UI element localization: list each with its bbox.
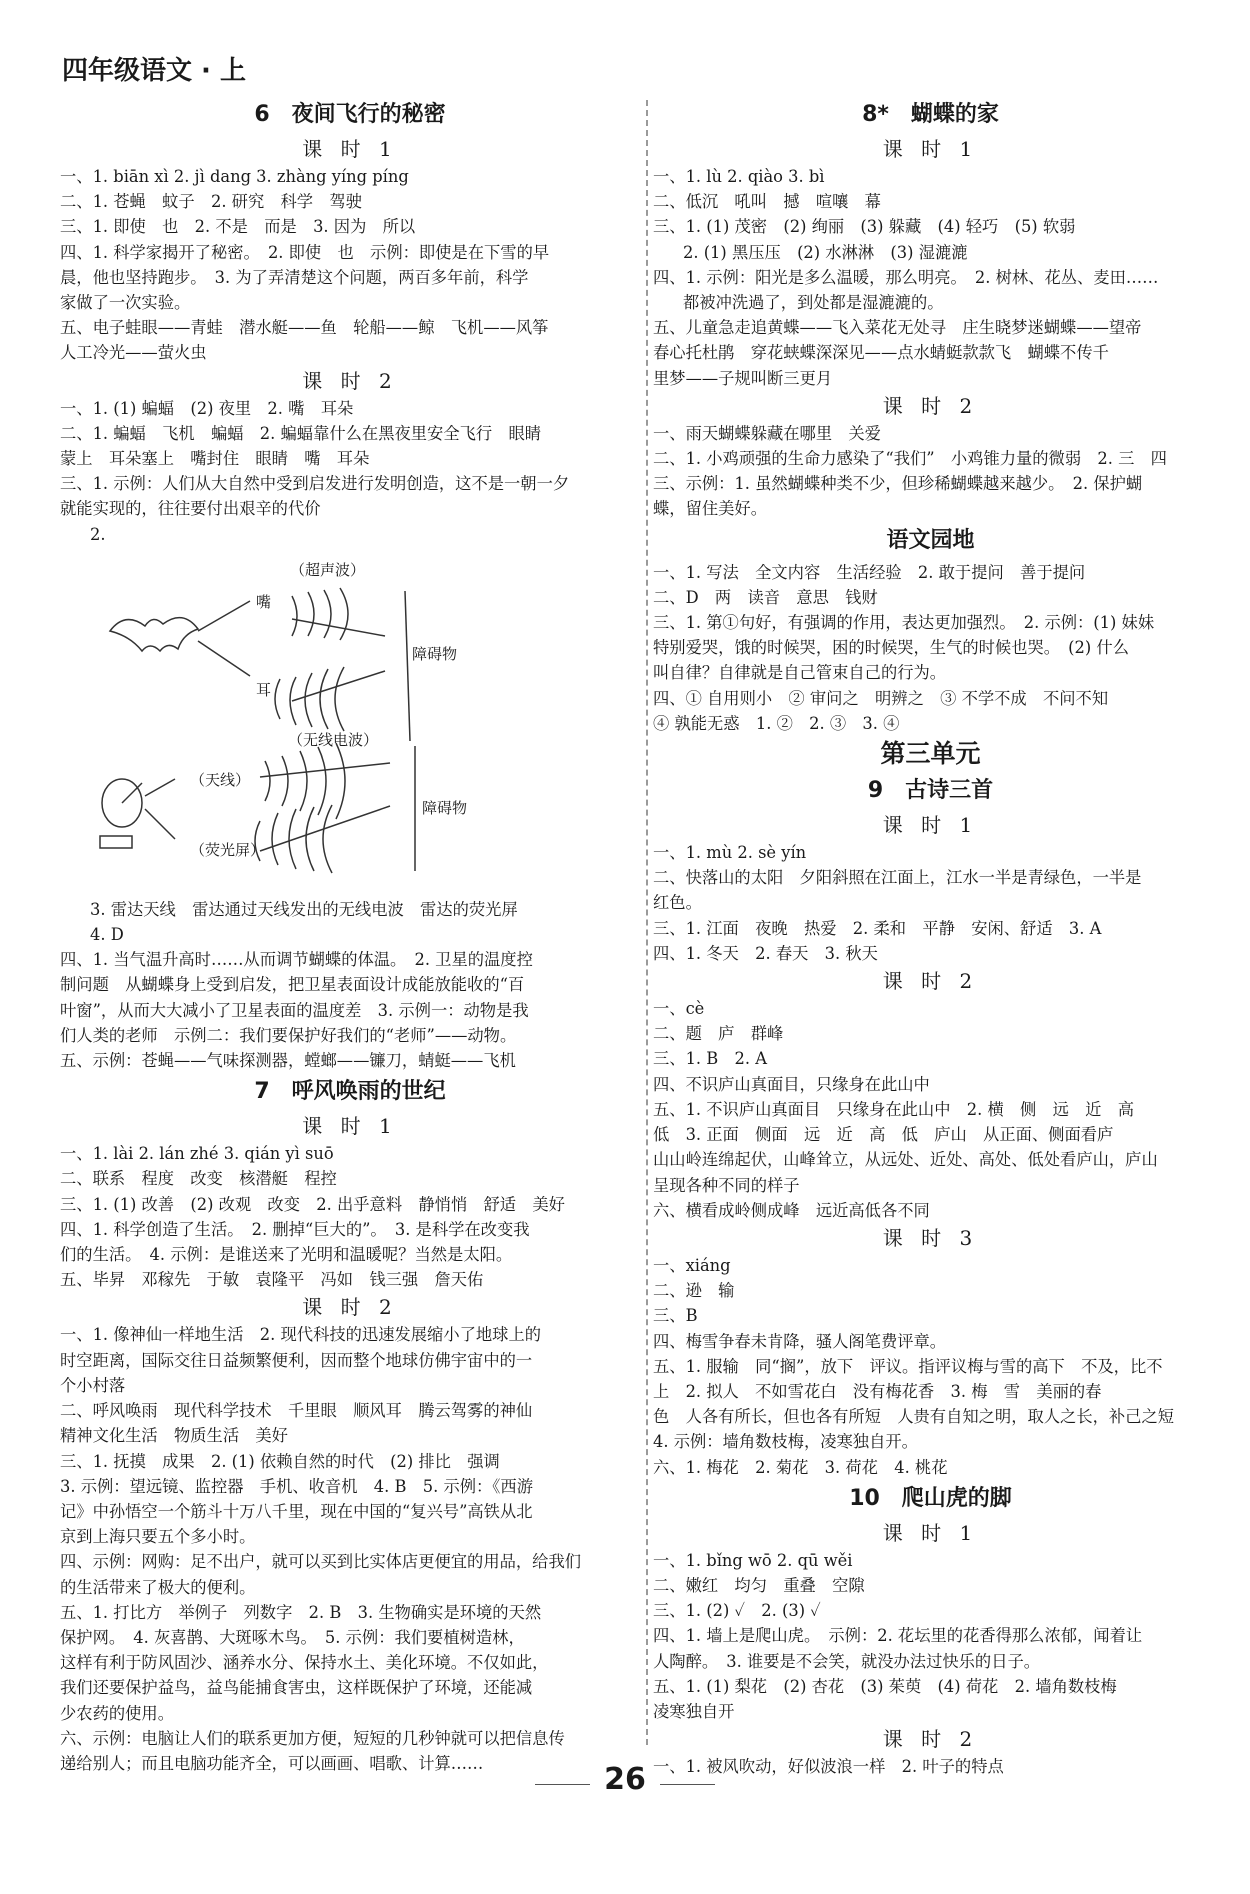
answer-line: 3. 雷达天线 雷达通过天线发出的无线电波 雷达的荧光屏: [90, 899, 518, 919]
answer-line: 三、B: [653, 1306, 698, 1326]
answer-line: 一、1. lù 2. qiào 3. bì: [653, 167, 825, 186]
answer-line: 一、1. lài 2. lán zhé 3. qián yì suō: [60, 1144, 334, 1164]
radio-wave-label: （无线电波）: [288, 730, 379, 749]
arrow-from-obstacle2: [260, 806, 390, 851]
answer-line: 人工冷光——萤火虫: [60, 343, 207, 363]
answer-line: 精神文化生活 物质生活 美好: [60, 1426, 288, 1446]
answer-line: 五、电子蛙眼——青蛙 潜水艇——鱼 轮船——鲸 飞机——风筝: [60, 318, 549, 338]
answer-line: 们人类的老师 示例二：我们要保护好我们的“老师”——动物。: [60, 1025, 517, 1045]
mouth-label: 嘴: [256, 592, 272, 611]
period-heading: 课 时 1: [882, 813, 979, 838]
period-heading: 课 时 1: [882, 1520, 979, 1545]
diagram-drawing: [60, 551, 620, 891]
ear-label: 耳: [256, 680, 272, 699]
antenna-label: （天线）: [190, 770, 251, 789]
radar-base: [100, 836, 132, 848]
bat-radar-diagram: [60, 551, 620, 891]
page-number-rule: [660, 1784, 715, 1785]
answer-line: 一、1. bǐng wō 2. qū wěi: [653, 1550, 853, 1570]
section-title: 语文园地: [886, 527, 975, 553]
wave-arc: [300, 751, 307, 811]
lesson-title: 6 夜间飞行的秘密: [254, 102, 446, 127]
answer-line: 五、1. 不识庐山真面目 只缘身在此山中 2. 横 侧 远 近 高: [653, 1099, 1135, 1119]
answer-line: 二、低沉 吼叫 撼 喧嚷 幕: [653, 192, 881, 212]
answer-line: 一、1. 像神仙一样地生活 2. 现代科技的迅速发展缩小了地球上的: [60, 1325, 542, 1345]
answer-line: 四、1. 科学家揭开了秘密。 2. 即使 也 示例：即使是在下雪的早: [60, 242, 550, 262]
wave-arc: [292, 596, 297, 636]
answer-line: 制问题 从蝴蝶身上受到启发，把卫星表面设计成能放能收的“百: [60, 975, 525, 995]
arrow-to-antenna: [145, 779, 175, 796]
answer-line: 二、嫩红 均匀 重叠 空隙: [653, 1575, 865, 1595]
answer-line: 四、1. 冬天 2. 春天 3. 秋天: [653, 943, 878, 963]
answer-line: 三、1. (2) ✓ 2. (3) ✓: [653, 1601, 821, 1621]
answer-line: 递给别人；而且电脑功能齐全，可以画画、唱歌、计算……: [60, 1753, 484, 1773]
answer-line: 六、横看成岭侧成峰 远近高低各不同: [653, 1200, 930, 1220]
answer-line: 就能实现的，往往要付出艰辛的代价: [60, 499, 321, 519]
answer-line: 的生活带来了极大的便利。: [60, 1577, 256, 1597]
wave-arc: [306, 807, 314, 871]
answer-line: 时空距离，国际交往日益频繁便利，因而整个地球仿佛宇宙中的一: [60, 1350, 533, 1370]
answer-line: 五、1. (1) 梨花 (2) 杏花 (3) 茱萸 (4) 荷花 2. 墙角数枝梅: [653, 1676, 1117, 1696]
ultrasound-label: （超声波）: [290, 560, 366, 579]
answer-line: 六、示例：电脑让人们的联系更加方便，短短的几秒钟就可以把信息传: [60, 1728, 565, 1748]
lesson-title: 10 爬山虎的脚: [849, 1485, 1012, 1511]
answer-line: 四、示例：网购：足不出户，就可以买到比实体店更便宜的用品，给我们: [60, 1552, 582, 1572]
answer-line: 五、示例：苍蝇——气味探测器，螳螂——镰刀，蜻蜓——飞机: [60, 1051, 516, 1071]
answer-line: 四、① 自用则小 ② 审问之 明辨之 ③ 不学不成 不问不知: [653, 688, 1109, 708]
answer-line: 叶窗”，从而大大减小了卫星表面的温度差 3. 示例一：动物是我: [60, 1000, 529, 1020]
page-number: [0, 1762, 1250, 1797]
period-heading: 课 时 2: [302, 1295, 398, 1320]
unit-title: 第三单元: [880, 739, 981, 769]
radar-feed: [122, 783, 142, 803]
arrow-from-obstacle: [292, 671, 385, 701]
answer-line: 凌寒独自开: [653, 1701, 735, 1721]
page-number-value: 26: [604, 1762, 646, 1797]
arrow-to-ear: [198, 641, 250, 676]
answer-line: 二、1. 蝙蝠 飞机 蝙蝠 2. 蝙蝠靠什么在黑夜里安全飞行 眼睛: [60, 423, 542, 443]
answer-line: 三、1. (1) 茂密 (2) 绚丽 (3) 躲藏 (4) 轻巧 (5) 软弱: [653, 217, 1076, 237]
answer-line: ④ 孰能无惑 1. ② 2. ③ 3. ④: [653, 713, 900, 733]
left-column: [60, 96, 640, 1776]
answer-line: 一、1. 写法 全文内容 生活经验 2. 敢于提问 善于提问: [653, 562, 1086, 582]
answer-line: 二、1. 苍蝇 蚊子 2. 研究 科学 驾驶: [60, 192, 362, 212]
answer-line: 家做了一次实验。: [60, 293, 191, 313]
answer-line: 四、1. 科学创造了生活。 2. 删掉“巨大的”。 3. 是科学在改变我: [60, 1219, 530, 1239]
answer-line: 叫自律？自律就是自己管束自己的行为。: [653, 663, 947, 683]
period-heading: 课 时 2: [882, 393, 979, 418]
answer-line: 一、1. 被风吹动，好似波浪一样 2. 叶子的特点: [653, 1757, 1004, 1777]
answer-line: 这样有利于防风固沙、涵养水分、保持水土、美化环境。不仅如此，: [60, 1653, 549, 1673]
page-header: 四年级语文 · 上: [62, 56, 246, 86]
answer-line: 五、1. 打比方 举例子 列数字 2. B 3. 生物确实是环境的天然: [60, 1602, 542, 1622]
answer-line: 三、1. 示例：人们从大自然中受到启发进行发明创造，这不是一朝一夕: [60, 474, 570, 494]
answer-line: 4. 示例：墙角数枝梅，凌寒独自开。: [653, 1432, 918, 1452]
answer-line: 山山岭连绵起伏，山峰耸立，从远处、近处、高处、低处看庐山，庐山: [653, 1150, 1158, 1170]
period-heading: 课 时 1: [882, 137, 979, 161]
answer-line: 二、题 庐 群峰: [653, 1024, 784, 1044]
period-heading: 课 时 2: [882, 969, 979, 994]
wave-arc: [275, 679, 280, 719]
answer-line: 个小村落: [60, 1375, 126, 1395]
answer-line: 一、cè: [653, 999, 705, 1019]
answer-line: 四、1. 当气温升高时……从而调节蝴蝶的体温。 2. 卫星的温度控: [60, 950, 533, 970]
answer-line: 一、xiáng: [653, 1255, 731, 1275]
answer-line: 三、1. B 2. A: [653, 1049, 767, 1069]
wave-arc: [272, 813, 278, 865]
wave-arc: [305, 673, 312, 727]
column-divider: [646, 100, 648, 1745]
obstacle-label: 障碍物: [412, 644, 458, 663]
obstacle-label: 障碍物: [422, 798, 468, 817]
answer-line: 三、1. 第①句好，有强调的作用，表达更加强烈。 2. 示例：(1) 妹妹: [653, 613, 1155, 633]
period-heading: 课 时 3: [882, 1225, 979, 1250]
lesson-title: 9 古诗三首: [867, 778, 994, 804]
answer-line: 都被冲洗過了，到处都是湿漉漉的。: [683, 293, 944, 313]
answer-line: 二、联系 程度 改变 核潜艇 程控: [60, 1169, 337, 1189]
period-heading: 课 时 1: [302, 1114, 398, 1139]
answer-line: 一、1. biān xì 2. jì dang 3. zhàng yíng píng: [60, 167, 409, 186]
answer-line: 们的生活。 4. 示例：是谁送来了光明和温暖呢？当然是太阳。: [60, 1245, 513, 1265]
wave-arc: [323, 805, 332, 873]
answer-line: 呈现各种不同的样子: [653, 1175, 800, 1195]
arrow-to-mouth: [198, 601, 250, 631]
answer-line: 我们还要保护益鸟，益鸟能捕食害虫，这样既保护了环境，还能减: [60, 1678, 533, 1698]
answer-line: 六、1. 梅花 2. 菊花 3. 荷花 4. 桃花: [653, 1457, 948, 1477]
answer-line: 春心托杜鹃 穿花蛱蝶深深见——点水蜻蜓款款飞 蝴蝶不传千: [653, 343, 1109, 363]
answer-line: 低 3. 正面 侧面 远 近 高 低 庐山 从正面、侧面看庐: [653, 1125, 1114, 1145]
answer-line: 二、呼风唤雨 现代科学技术 千里眼 顺风耳 腾云驾雾的神仙: [60, 1401, 533, 1421]
obstacle-line: [405, 591, 410, 741]
answer-line: 三、1. 江面 夜晚 热爱 2. 柔和 平静 安闲、舒适 3. A: [653, 918, 1102, 938]
answer-line: 2. (1) 黑压压 (2) 水淋淋 (3) 湿漉漉: [683, 242, 968, 262]
wave-arc: [282, 756, 288, 806]
screen-label: （荧光屏）: [190, 840, 266, 859]
answer-line: 二、D 两 读音 意思 钱财: [653, 587, 878, 607]
answer-line: 一、1. (1) 蝙蝠 (2) 夜里 2. 嘴 耳朵: [60, 398, 354, 418]
answer-line: 四、梅雪争春未肯降，骚人阁笔费评章。: [653, 1331, 947, 1351]
answer-line: 三、1. 抚摸 成果 2. (1) 依赖自然的时代 (2) 排比 强调: [60, 1451, 500, 1471]
answer-line: 二、快落山的太阳 夕阳斜照在江面上，江水一半是青绿色，一半是: [653, 868, 1142, 888]
answer-line: 人陶醉。 3. 谁要是不会笑，就没办法过快乐的日子。: [653, 1651, 1041, 1671]
arrow-to-obstacle: [292, 619, 385, 636]
right-column: [653, 96, 1208, 1779]
answer-line: 四、1. 墙上是爬山虎。 示例：2. 花坛里的花香得那么浓郁，闻着让: [653, 1626, 1143, 1646]
answer-line: 上 2. 拟人 不如雪花白 没有梅花香 3. 梅 雪 美丽的春: [653, 1381, 1102, 1401]
page-number-rule: [535, 1784, 590, 1785]
wave-arc: [336, 743, 345, 819]
wave-arc: [318, 747, 326, 815]
answer-line: 五、儿童急走追黄蝶——飞入菜花无处寻 庄生晓梦迷蝴蝶——望帝: [653, 318, 1142, 338]
answer-line: 三、1. 即使 也 2. 不是 而是 3. 因为 所以: [60, 217, 416, 237]
wave-arc: [265, 761, 270, 801]
answer-line: 四、1. 示例：阳光是多么温暖，那么明亮。 2. 树林、花丛、麦田……: [653, 267, 1159, 287]
answer-line: 三、示例：1. 虽然蝴蝶种类不少，但珍稀蝴蝶越来越少。 2. 保护蝴: [653, 474, 1143, 494]
wave-arc: [335, 667, 344, 731]
answer-line: 4. D: [90, 925, 124, 945]
answer-line: 四、不识庐山真面目，只缘身在此山中: [653, 1074, 930, 1094]
answer-line: 3. 示例：望远镜、监控器 手机、收音机 4. B 5. 示例：《西游: [60, 1476, 533, 1496]
answer-line: 一、雨天蝴蝶躲藏在哪里 关爱: [653, 423, 881, 443]
answer-line: 二、1. 小鸡顽强的生命力感染了“我们” 小鸡锥力量的微弱 2. 三 四: [653, 449, 1167, 469]
answer-line: 一、1. mù 2. sè yín: [653, 843, 807, 863]
answer-line: 保护网。 4. 灰喜鹊、大斑啄木鸟。 5. 示例：我们要植树造林，: [60, 1627, 525, 1647]
lesson-title: 7 呼风唤雨的世纪: [254, 1079, 446, 1105]
answer-line: 色 人各有所长，但也各有所短 人贵有自知之明，取人之长，补己之短: [653, 1407, 1175, 1427]
period-heading: 课 时 2: [302, 368, 398, 393]
answer-line: 五、1. 服输 同“搁”，放下 评议。指评议梅与雪的高下 不及，比不: [653, 1356, 1163, 1376]
lesson-title: 8* 蝴蝶的家: [862, 102, 999, 127]
answer-line: 蒙上 耳朵塞上 嘴封住 眼睛 嘴 耳朵: [60, 449, 370, 469]
wave-arc: [308, 592, 314, 636]
answer-line: 二、逊 输: [653, 1281, 735, 1301]
answer-line: 五、毕昇 邓稼先 于敏 袁隆平 冯如 钱三强 詹天佑: [60, 1270, 484, 1290]
answer-line: 京到上海只要五个多小时。: [60, 1527, 256, 1547]
wave-arc: [340, 588, 348, 640]
bat-icon: [110, 617, 198, 650]
answer-line: 三、1. (1) 改善 (2) 改观 改变 2. 出乎意料 静悄悄 舒适 美好: [60, 1194, 565, 1214]
answer-line: 蝶，留住美好。: [653, 499, 767, 519]
arrow-to-screen: [145, 809, 175, 839]
wave-arc: [320, 669, 328, 729]
period-heading: 课 时 2: [882, 1727, 979, 1752]
answer-line: 红色。: [653, 893, 702, 913]
wave-arc: [324, 590, 331, 638]
answer-line: 少农药的使用。: [60, 1703, 174, 1723]
answer-line: 晨，他也坚持跑步。 3. 为了弄清楚这个问题，两百多年前，科学: [60, 267, 529, 287]
answer-line: 记》中孙悟空一个筋斗十万八千里，现在中国的“复兴号”高铁从北: [60, 1501, 533, 1521]
answer-line: 特别爱哭，饿的时候哭，困的时候哭，生气的时候也哭。 (2) 什么: [653, 638, 1129, 658]
period-heading: 课 时 1: [302, 137, 398, 161]
answer-line: 2.: [90, 524, 106, 544]
answer-line: 里梦——子规叫断三更月: [653, 368, 833, 388]
